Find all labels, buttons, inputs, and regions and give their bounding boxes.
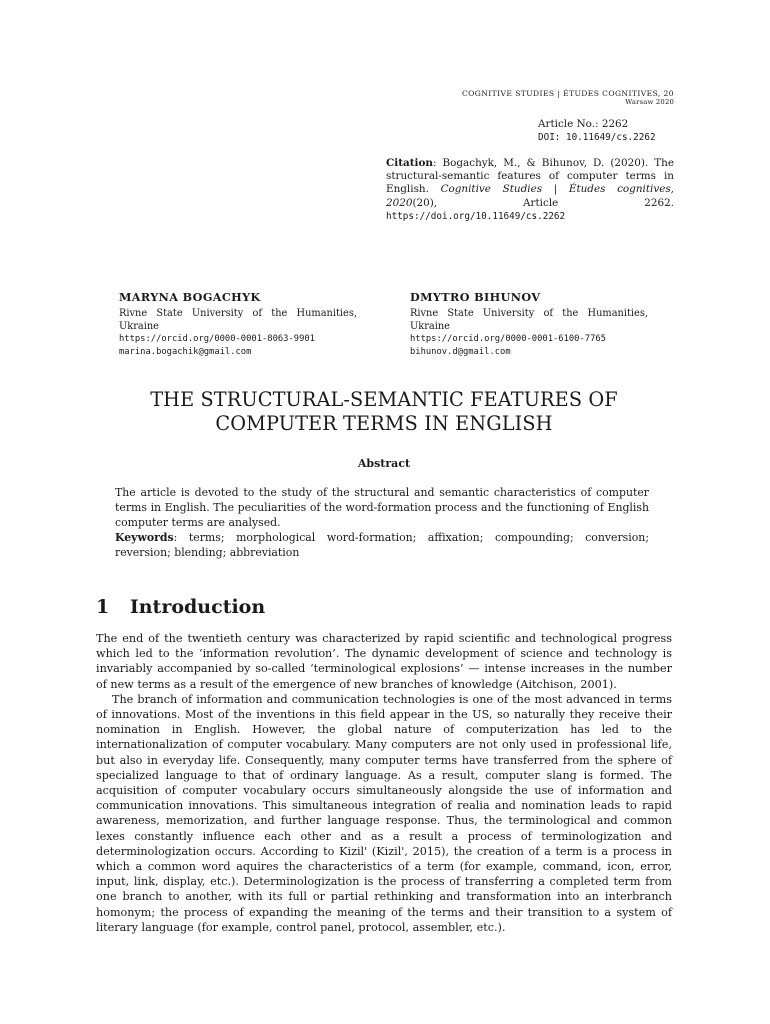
paragraph: The branch of information and communication technologies is one of the most advanced in terms of innovations. Most of the inventions in this field appear in the US, so naturally they receive their nomination in English. However, the global nature of computerization has led to the internationalization of computer vocabulary. Many computers are not only used in professional life, but also in everyday life. Consequently, many computer terms have transferred from the sphere of specialized language to that of ordinary language. As a result, computer slang is formed. The acquisition of computer vocabulary occurs simultaneously alongside the use of information and communication innovations. This simultaneous integration of realia and nomination leads to rapid awareness, memorization, and further language response. Thus, the terminological and common lexes constantly influence each other and as a result a process of terminologization and determinologization occurs. According to Kizil' (Kizil', 2015), the creation of a term is a process in which a common word aquires the characteristics of a term (for example, command, icon, error, input, link, display, etc.). Determinologization is the process of transferring a completed term from one branch to another, with its full or partial rethinking and transformation into an interbranch homonym; the process of expanding the meaning of the terms and their transition to a system of literary language (for example, control panel, protocol, assembler, etc.). [96,692,672,934]
article-info [538,118,656,144]
keywords-list: : terms; morphological word-formation; affixation; compounding; conversion; reversion; blending; abbreviation [115,531,649,559]
author-orcid-link[interactable]: https://orcid.org/0000-0001-8063-9901 [119,334,315,345]
abstract-heading: Abstract [357,457,411,470]
author-name: MARYNA BOGACHYK [119,290,261,304]
running-header [374,89,674,107]
article-doi: DOI: 10.11649/cs.2262 [538,132,656,143]
keywords-line [115,530,649,560]
author-affiliation: Rivne State University of the Humanities, Ukraine [410,308,648,332]
citation-label: Citation [386,157,433,169]
citation-url-link[interactable]: https://doi.org/10.11649/cs.2262 [386,210,566,222]
section-number: 1 [96,596,110,618]
section-heading [96,596,265,618]
author-block-1 [119,291,357,358]
abstract-body [115,485,649,560]
keywords-label: Keywords [115,531,174,544]
author-email-link[interactable]: marina.bogachik@gmail.com [119,346,252,357]
citation-block [386,157,674,223]
paragraph: The end of the twentieth century was characterized by rapid scientific and technological progress which led to the ‘information revolution’. The dynamic development of science and technology is invariably accompanied by so-called ‘terminological explosions’ — intense increases in the number of new terms as a result of the emergence of new branches of knowledge (Aitchison, 2001). [96,632,672,691]
abstract-text: The article is devoted to the study of the structural and semantic characteristics of computer terms in English. The peculiarities of the word-formation process and the functioning of English computer terms are analysed. [115,486,649,529]
paper-title: THE STRUCTURAL-SEMANTIC FEATURES OF COMPUTER TERMS IN ENGLISH [150,388,618,435]
article-number: Article No.: 2262 [538,118,629,130]
author-email-link[interactable]: bihunov.d@gmail.com [410,346,511,357]
author-affiliation: Rivne State University of the Humanities, Ukraine [119,308,357,332]
citation-journal: Cognitive Studies | Études cognitives, 2020 [386,183,674,209]
author-block-2 [410,291,648,358]
journal-name: COGNITIVE STUDIES | ÉTUDES COGNITIVES, 20 [461,89,674,98]
citation-tail: (20), Article 2262. [412,196,674,209]
author-orcid-link[interactable]: https://orcid.org/0000-0001-6100-7765 [410,334,606,345]
author-name: DMYTRO BIHUNOV [410,290,541,304]
body-text [96,631,672,935]
section-title: Introduction [129,596,266,618]
citation-text: : Bogachyk, M., & Bihunov, D. (2020). The structural-semantic features of computer terms in English. [386,157,674,196]
journal-place-year: Warsaw 2020 [625,98,674,106]
